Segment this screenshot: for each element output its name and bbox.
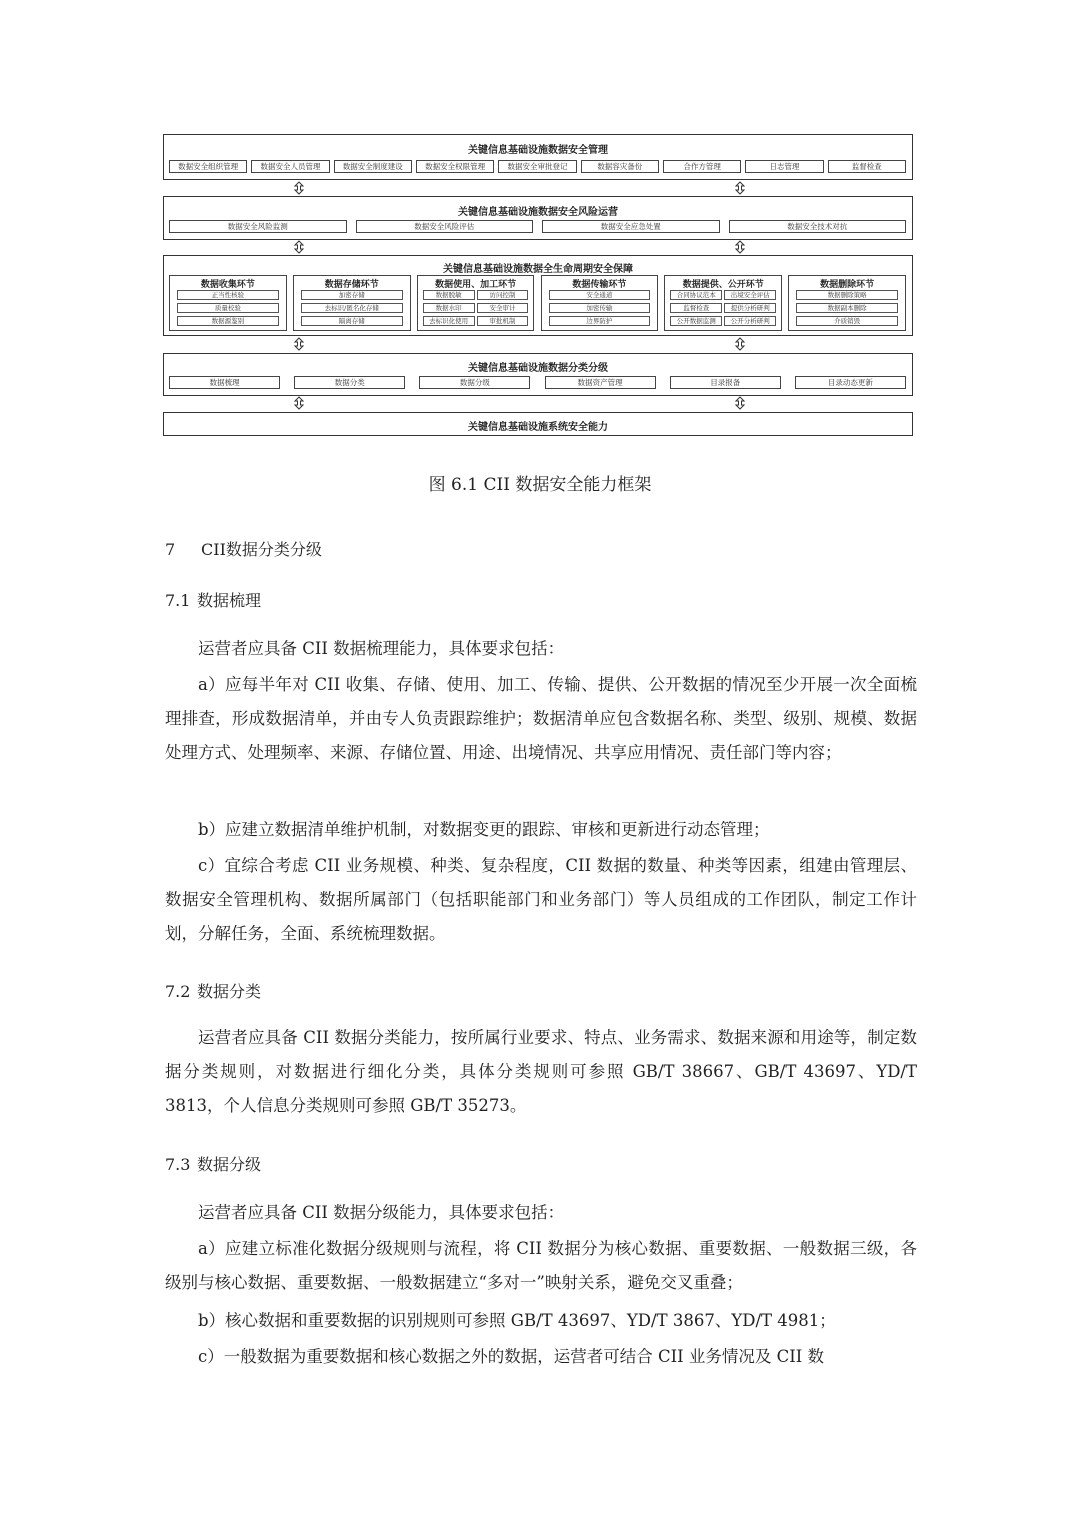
section-7-3-heading — [165, 1152, 261, 1175]
stage-item: 数据副本删除 — [796, 303, 898, 313]
paragraph: a）应每半年对 CII 收集、存储、使用、加工、传输、提供、公开数据的情况至少开展一次全面梳理排查，形成数据清单，并由专人负责跟踪维护；数据清单应包含数据名称、类型、级别、规模、数据处理方式、处理频率、来源、存储位置、用途、出境情况、共享应用情况、责任部门等内容； — [165, 675, 917, 762]
stage-item: 去标识化使用 — [423, 316, 475, 326]
diagram-item: 数据安全技术对抗 — [729, 220, 907, 233]
section-title: 数据梳理 — [197, 591, 262, 610]
stage-item: 审批机制 — [477, 316, 529, 326]
diagram-item: 数据安全应急处置 — [542, 220, 720, 233]
double-arrow-icon — [292, 396, 306, 410]
diagram-item: 数据安全风险监测 — [169, 220, 347, 233]
stage-item: 数据水印 — [423, 303, 475, 313]
stage-item: 去标识/匿名化存储 — [301, 303, 403, 313]
section-number: 7.3 — [165, 1155, 191, 1174]
paragraph: 运营者应具备 CII 数据分级能力，具体要求包括： — [198, 1203, 565, 1222]
diagram-item: 数据安全风险评估 — [356, 220, 534, 233]
paragraph: b）应建立数据清单维护机制，对数据变更的跟踪、审核和更新进行动态管理； — [198, 820, 770, 839]
diagram-item: 数据梳理 — [169, 376, 280, 389]
lifecycle-stage — [788, 275, 906, 331]
stage-title: 数据提供、公开环节 — [682, 280, 764, 290]
double-arrow-icon — [292, 337, 306, 351]
double-arrow-icon — [733, 240, 747, 254]
double-arrow-icon — [292, 181, 306, 195]
diagram-item: 数据分级 — [419, 376, 530, 389]
layer-system-security — [163, 412, 913, 436]
diagram-item: 数据分类 — [294, 376, 405, 389]
section-7-1-heading — [165, 588, 261, 611]
stage-title: 数据删除环节 — [820, 280, 875, 290]
stage-item: 加密传输 — [549, 303, 651, 313]
stage-item: 介质销毁 — [796, 316, 898, 326]
stage-item: 公开数据监测 — [670, 316, 722, 326]
diagram-item: 数据安全权限管理 — [416, 160, 494, 173]
section-number: 7.2 — [165, 982, 191, 1001]
layer-title: 关键信息基础设施数据分类分级 — [468, 363, 608, 374]
stage-item: 访问控制 — [477, 290, 529, 300]
cii-capability-framework-diagram — [163, 134, 915, 438]
stage-item: 隔离存储 — [301, 316, 403, 326]
layer-risk-operation — [163, 196, 913, 240]
stage-title: 数据传输环节 — [572, 280, 627, 290]
layer-title: 关键信息基础设施数据全生命周期安全保障 — [443, 264, 633, 275]
lifecycle-stage — [664, 275, 782, 331]
double-arrow-icon — [733, 337, 747, 351]
figure-caption: 图 6.1 CII 数据安全能力框架 — [428, 475, 652, 495]
stage-item: 安全通道 — [549, 290, 651, 300]
stage-item: 安全审计 — [477, 303, 529, 313]
stage-title: 数据使用、加工环节 — [435, 280, 517, 290]
layer-classification-grading — [163, 353, 913, 396]
diagram-item: 数据容灾备份 — [581, 160, 659, 173]
stage-item: 数据删除策略 — [796, 290, 898, 300]
double-arrow-icon — [292, 240, 306, 254]
stage-item: 公开分析研判 — [724, 316, 776, 326]
double-arrow-icon — [733, 181, 747, 195]
diagram-item: 数据安全组织管理 — [169, 160, 247, 173]
stage-item: 出境安全评估 — [724, 290, 776, 300]
layer-title: 关键信息基础设施系统安全能力 — [468, 422, 608, 433]
stage-item: 加密存储 — [301, 290, 403, 300]
stage-item: 监督检查 — [670, 303, 722, 313]
diagram-item: 监督检查 — [828, 160, 906, 173]
layer-title: 关键信息基础设施数据安全管理 — [468, 145, 608, 156]
paragraph: c）宜综合考虑 CII 业务规模、种类、复杂程度，CII 数据的数量、种类等因素，组建由管理层、数据安全管理机构、数据所属部门（包括职能部门和业务部门）等人员组成的工作团队，制定工作计划，分解任务，全面、系统梳理数据。 — [165, 856, 917, 943]
stage-item: 合同协议范本 — [670, 290, 722, 300]
diagram-item: 数据安全制度建设 — [334, 160, 412, 173]
diagram-item: 数据安全人员管理 — [251, 160, 329, 173]
paragraph: a）应建立标准化数据分级规则与流程，将 CII 数据分为核心数据、重要数据、一般数据三级，各级别与核心数据、重要数据、一般数据建立“多对一”映射关系，避免交叉重叠； — [165, 1239, 917, 1292]
paragraph: c）一般数据为重要数据和核心数据之外的数据，运营者可结合 CII 业务情况及 CII 数 — [198, 1347, 825, 1366]
lifecycle-stage — [169, 275, 287, 331]
section-title: 数据分级 — [197, 1155, 262, 1174]
lifecycle-stage — [541, 275, 659, 331]
stage-item: 数据脱敏 — [423, 290, 475, 300]
layer-title: 关键信息基础设施数据安全风险运营 — [458, 207, 618, 218]
stage-item: 质量校验 — [177, 303, 279, 313]
section-title: 数据分类 — [197, 982, 262, 1001]
double-arrow-icon — [733, 396, 747, 410]
stage-item: 提供分析研判 — [724, 303, 776, 313]
diagram-item: 日志管理 — [745, 160, 823, 173]
stage-title: 数据存储环节 — [324, 280, 379, 290]
paragraph: b）核心数据和重要数据的识别规则可参照 GB/T 43697、YD/T 3867、YD/T 4981； — [198, 1311, 836, 1330]
diagram-item: 数据安全审批登记 — [498, 160, 576, 173]
lifecycle-stage — [417, 275, 535, 331]
stage-title: 数据收集环节 — [200, 280, 255, 290]
paragraph: 运营者应具备 CII 数据梳理能力，具体要求包括： — [198, 639, 565, 658]
stage-item: 正当性核验 — [177, 290, 279, 300]
section-number: 7.1 — [165, 591, 191, 610]
section-7-2-heading — [165, 979, 261, 1002]
stage-item: 边界防护 — [549, 316, 651, 326]
section-title: CII数据分类分级 — [201, 540, 322, 559]
diagram-item: 目录动态更新 — [795, 376, 906, 389]
paragraph: 运营者应具备 CII 数据分类能力，按所属行业要求、特点、业务需求、数据来源和用途等，制定数据分类规则，对数据进行细化分类，具体分类规则可参照 GB/T 38667、GB/T 43697、YD/T 3813，个人信息分类规则可参照 GB/T 35273。 — [165, 1028, 917, 1115]
lifecycle-stage — [293, 275, 411, 331]
layer-data-security-management — [163, 134, 913, 180]
diagram-item: 目录报备 — [670, 376, 781, 389]
stage-item: 数据源鉴别 — [177, 316, 279, 326]
diagram-item: 数据资产管理 — [545, 376, 656, 389]
layer-lifecycle-protection — [163, 255, 913, 336]
section-7-heading — [165, 537, 322, 560]
section-number: 7 — [165, 540, 176, 559]
diagram-item: 合作方管理 — [663, 160, 741, 173]
